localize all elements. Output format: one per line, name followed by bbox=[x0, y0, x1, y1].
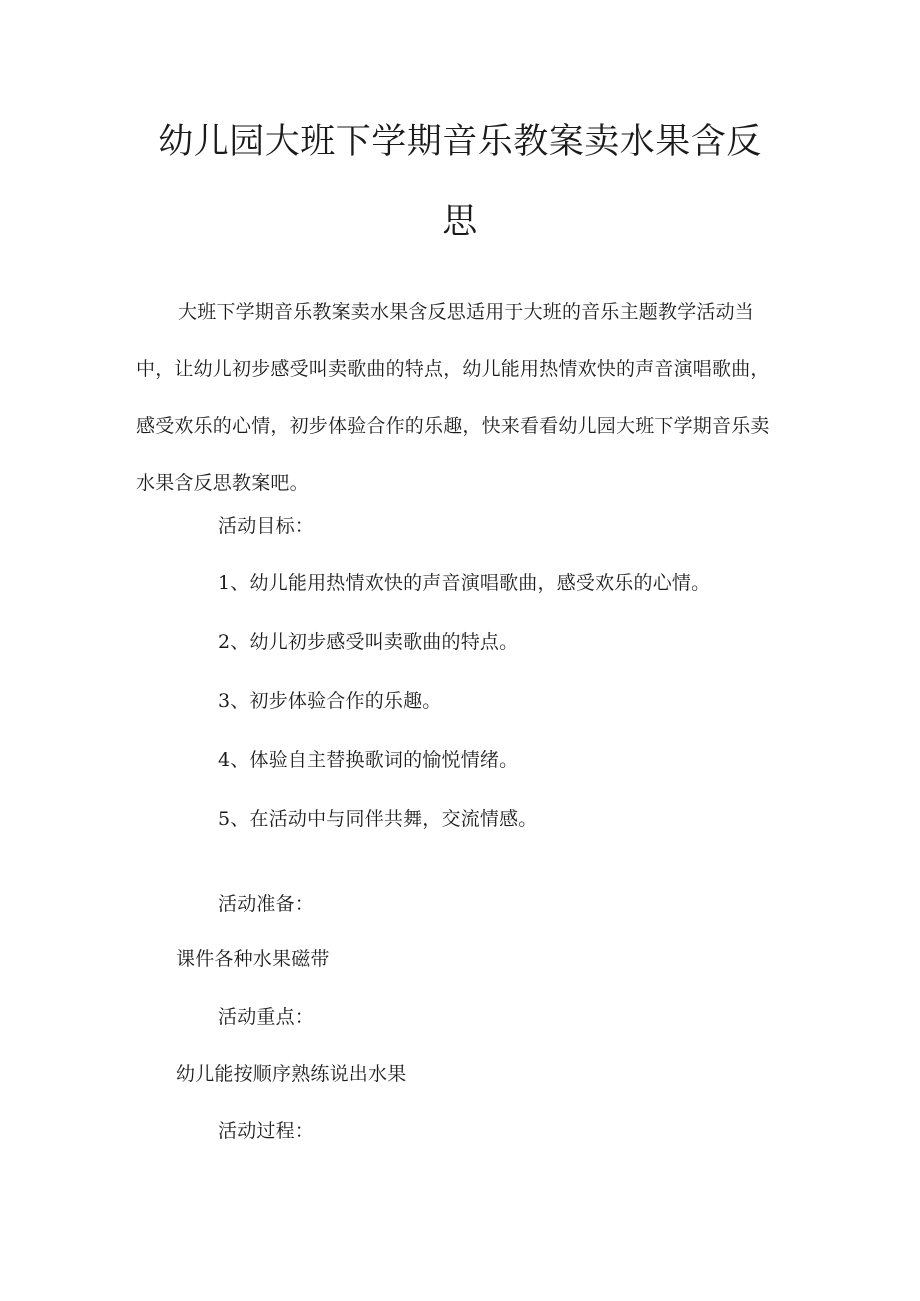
process-heading: 活动过程： bbox=[218, 1120, 315, 1142]
focus-text: 幼儿能按顺序熟练说出水果 bbox=[176, 1063, 407, 1085]
goal-item-3: 3、初步体验合作的乐趣。 bbox=[218, 690, 442, 712]
prep-text: 课件各种水果磁带 bbox=[176, 948, 330, 970]
intro-paragraph: 大班下学期音乐教案卖水果含反思适用于大班的音乐主题教学活动当中，让幼儿初步感受叫卖歌曲的特点，幼儿能用热情欢快的声音演唱歌曲，感受欢乐的心情，初步体验合作的乐趣，快来看看幼儿园大班下学期音乐卖水果含反思教案吧。 bbox=[136, 301, 770, 494]
goal-item-1: 1、幼儿能用热情欢快的声音演唱歌曲，感受欢乐的心情。 bbox=[218, 572, 711, 594]
goals-heading: 活动目标： bbox=[218, 515, 315, 537]
goal-item-5: 5、在活动中与同伴共舞，交流情感。 bbox=[218, 808, 538, 830]
goal-item-4: 4、体验自主替换歌词的愉悦情绪。 bbox=[218, 749, 519, 771]
prep-heading: 活动准备： bbox=[218, 893, 315, 915]
focus-heading: 活动重点： bbox=[218, 1006, 315, 1028]
goal-item-2: 2、幼儿初步感受叫卖歌曲的特点。 bbox=[218, 631, 519, 653]
document-title-line-2: 思 bbox=[442, 202, 478, 242]
document-title-line-1: 幼儿园大班下学期音乐教案卖水果含反 bbox=[158, 122, 762, 162]
